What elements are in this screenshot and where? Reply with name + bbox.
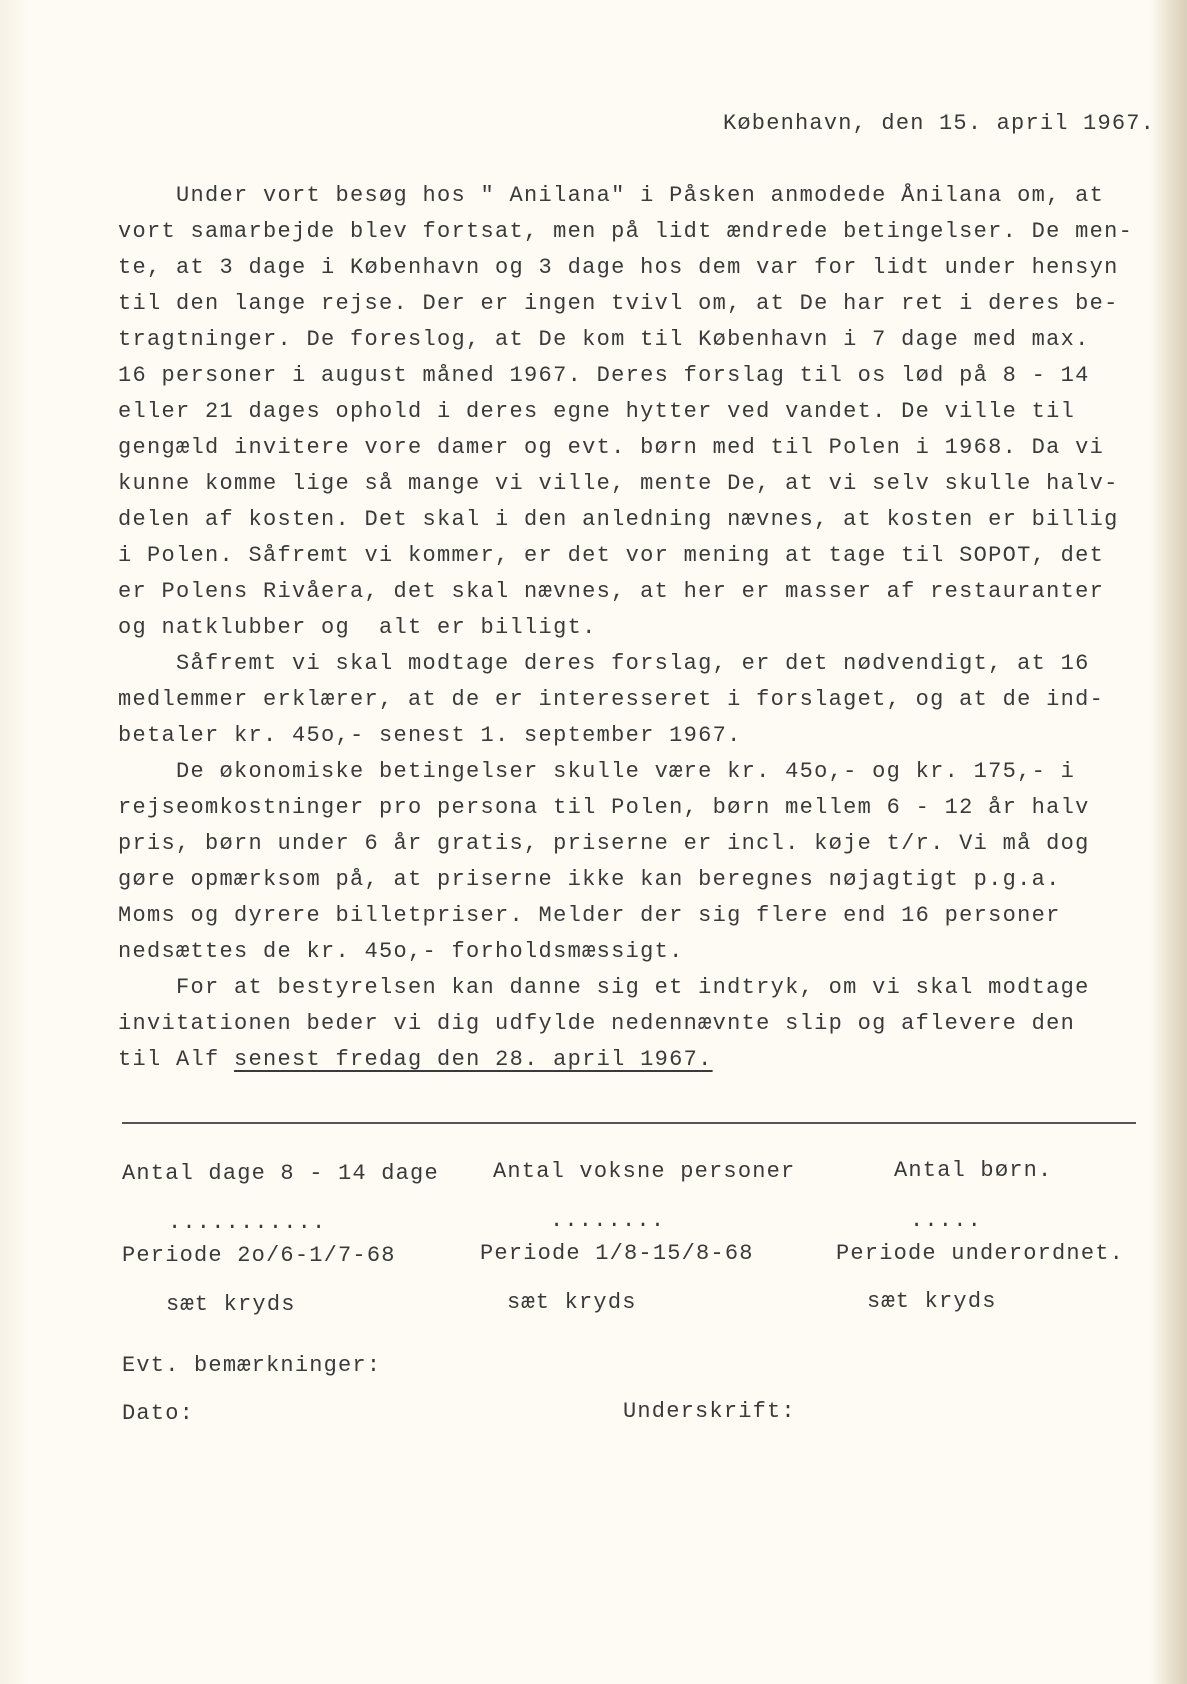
period-option-1: Periode 2o/6-1/7-68 (122, 1243, 396, 1268)
paragraph-line: delen af kosten. Det skal i den anledning nævnes, at kosten er billig (118, 507, 1119, 532)
days-fill-in-dots[interactable]: ........... (168, 1210, 327, 1235)
paragraph-line: Moms og dyrere billetpriser. Melder der sig flere end 16 personer (118, 903, 1061, 928)
paragraph-line: Under vort besøg hos " Anilana" i Påsken anmodede Ånilana om, at (118, 183, 1105, 208)
paragraph-line: gøre opmærksom på, at priserne ikke kan beregnes nøjagtigt p.g.a. (118, 867, 1061, 892)
paragraph-line: medlemmer erklærer, at de er interesseret i forslaget, og at de ind- (118, 687, 1105, 712)
period-option-2: Periode 1/8-15/8-68 (480, 1241, 754, 1266)
adults-label: Antal voksne personer (493, 1159, 796, 1184)
paragraph-line: For at bestyrelsen kan danne sig et indtryk, om vi skal modtage (118, 975, 1090, 1000)
period-1-checkmark-field[interactable]: sæt kryds (166, 1292, 296, 1317)
adults-fill-in-dots[interactable]: ........ (550, 1208, 666, 1233)
days-label: Antal dage 8 - 14 dage (122, 1161, 439, 1186)
paragraph-line: til den lange rejse. Der er ingen tvivl om, at De har ret i deres be- (118, 291, 1119, 316)
deadline-prefix: til Alf (118, 1047, 235, 1072)
paragraph-line: eller 21 dages ophold i deres egne hytter ved vandet. De ville til (118, 399, 1076, 424)
date-label: Dato: (122, 1401, 195, 1426)
children-label: Antal børn. (894, 1158, 1053, 1183)
paragraph-line: Såfremt vi skal modtage deres forslag, er det nødvendigt, at 16 (118, 651, 1090, 676)
paragraph-line: nedsættes de kr. 45o,- forholdsmæssigt. (118, 939, 684, 964)
cut-line-divider (122, 1122, 1136, 1124)
paragraph-line: kunne komme lige så mange vi ville, mente De, at vi selv skulle halv- (118, 471, 1119, 496)
period-3-checkmark-field[interactable]: sæt kryds (867, 1289, 997, 1314)
paragraph-line: betaler kr. 45o,- senest 1. september 1967. (118, 723, 742, 748)
paragraph-line: De økonomiske betingelser skulle være kr. 45o,- og kr. 175,- i (118, 759, 1076, 784)
paragraph-line: og natklubber og alt er billigt. (118, 615, 597, 640)
dateline: København, den 15. april 1967. (723, 111, 1156, 136)
deadline-line (118, 1047, 713, 1072)
paragraph-line: 16 personer i august måned 1967. Deres forslag til os lød på 8 - 14 (118, 363, 1090, 388)
signature-label: Underskrift: (623, 1399, 796, 1424)
paragraph-line: gengæld invitere vore damer og evt. børn med til Polen i 1968. Da vi (118, 435, 1105, 460)
period-2-checkmark-field[interactable]: sæt kryds (507, 1290, 637, 1315)
children-fill-in-dots[interactable]: ..... (910, 1208, 983, 1233)
paragraph-line: te, at 3 dage i København og 3 dage hos dem var for lidt under hensyn (118, 255, 1119, 280)
deadline-date: senest fredag den 28. april 1967. (234, 1047, 713, 1072)
paragraph-line: rejseomkostninger pro persona til Polen, børn mellem 6 - 12 år halv (118, 795, 1090, 820)
paragraph-line: er Polens Rivåera, det skal nævnes, at her er masser af restauranter (118, 579, 1105, 604)
remarks-label: Evt. bemærkninger: (122, 1353, 382, 1378)
period-option-3: Periode underordnet. (836, 1241, 1125, 1266)
paragraph-line: invitationen beder vi dig udfylde nedennævnte slip og aflevere den (118, 1011, 1076, 1036)
paragraph-line: i Polen. Såfremt vi kommer, er det vor mening at tage til SOPOT, det (118, 543, 1105, 568)
paragraph-line: tragtninger. De foreslog, at De kom til København i 7 dage med max. (118, 327, 1090, 352)
paragraph-line: pris, børn under 6 år gratis, priserne er incl. køje t/r. Vi må dog (118, 831, 1090, 856)
paragraph-line: vort samarbejde blev fortsat, men på lidt ændrede betingelser. De men- (118, 219, 1134, 244)
